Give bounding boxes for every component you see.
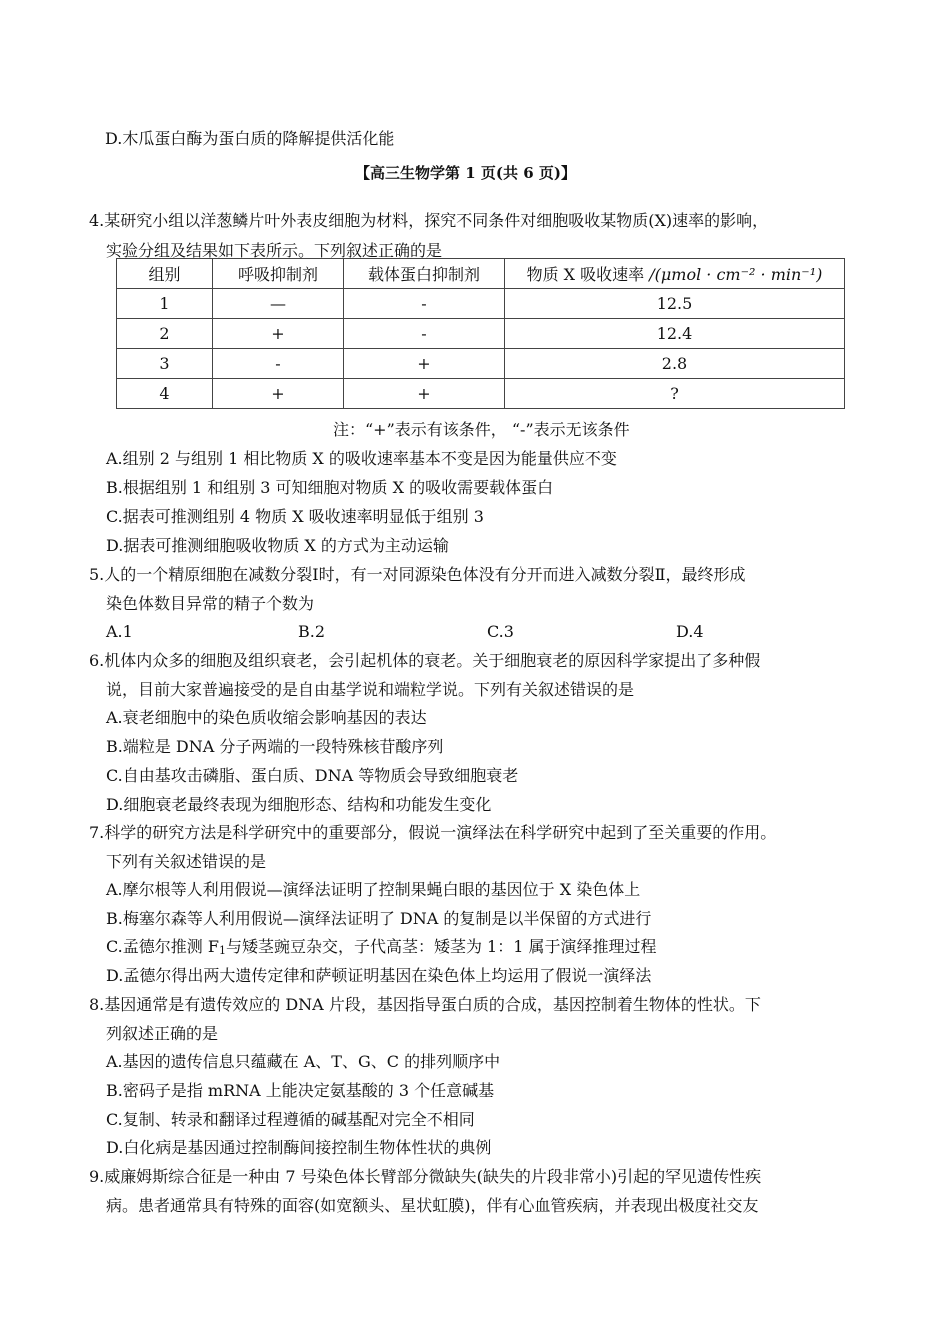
q6-option-b: B.端粒是 DNA 分子两端的一段特殊核苷酸序列 [106, 737, 444, 756]
header-carrier-inhibitor: 载体蛋白抑制剂 [344, 259, 505, 289]
header-respiration-inhibitor: 呼吸抑制剂 [213, 259, 344, 289]
q6-stem-line-2: 说，目前大家普遍接受的是自由基学说和端粒学说。下列有关叙述错误的是 [106, 680, 635, 699]
q8-stem-line-1: 8.基因通常是有遗传效应的 DNA 片段，基因指导蛋白质的合成，基因控制着生物体的性状。下 [89, 995, 761, 1014]
page-footer: 【高三生物学第 1 页(共 6 页)】 [355, 164, 576, 182]
q5-stem-line-2: 染色体数目异常的精子个数为 [106, 594, 315, 613]
q4-option-d: D.据表可推测细胞吸收物质 X 的方式为主动运输 [106, 536, 449, 555]
q8-stem-line-2: 列叙述正确的是 [106, 1024, 219, 1043]
cell-rate: 12.5 [505, 289, 845, 319]
q6-option-c: C.自由基攻击磷脂、蛋白质、DNA 等物质会导致细胞衰老 [106, 766, 519, 785]
cell-rate: 2.8 [505, 349, 845, 379]
cell-carrier: - [344, 319, 505, 349]
q7-option-c-rest: 与矮茎豌豆杂交，子代高茎：矮茎为 1：1 属于演绎推理过程 [225, 937, 657, 956]
header-rate-unit: /(μmol · cm⁻² · min⁻¹) [649, 265, 823, 284]
table-row [117, 379, 845, 409]
cell-carrier: - [344, 289, 505, 319]
cell-group: 1 [117, 289, 213, 319]
table-row [117, 319, 845, 349]
cell-group: 3 [117, 349, 213, 379]
cell-carrier: + [344, 349, 505, 379]
q7-option-d: D.孟德尔得出两大遗传定律和萨顿证明基因在染色体上均运用了假说一演绎法 [106, 966, 652, 985]
header-absorption-rate [505, 259, 845, 289]
cell-respiration: - [213, 349, 344, 379]
table-row [117, 289, 845, 319]
q8-option-d: D.白化病是基因通过控制酶间接控制生物体性状的典例 [106, 1138, 492, 1157]
q5-stem-line-1: 5.人的一个精原细胞在减数分裂Ⅰ时，有一对同源染色体没有分开而进入减数分裂Ⅱ，最终形成 [89, 565, 746, 584]
q4-data-table [116, 258, 845, 409]
q8-option-c: C.复制、转录和翻译过程遵循的碱基配对完全不相同 [106, 1110, 475, 1129]
q4-stem-line-1: 4.某研究小组以洋葱鳞片叶外表皮细胞为材料，探究不同条件对细胞吸收某物质(X)速率的影响， [89, 211, 769, 230]
cell-rate: ? [505, 379, 845, 409]
q5-option-c: C.3 [487, 622, 514, 641]
q8-option-b: B.密码子是指 mRNA 上能决定氨基酸的 3 个任意碱基 [106, 1081, 495, 1100]
q8-option-a: A.基因的遗传信息只蕴藏在 A、T、G、C 的排列顺序中 [106, 1052, 501, 1071]
q7-option-a: A.摩尔根等人利用假说—演绎法证明了控制果蝇白眼的基因位于 X 染色体上 [106, 880, 641, 899]
header-rate-label: 物质 X 吸收速率 [526, 265, 645, 284]
q7-option-c-start: C.孟德尔推测 F [106, 937, 219, 956]
q4-stem-line-2: 实验分组及结果如下表所示。下列叙述正确的是 [106, 241, 443, 260]
header-group: 组别 [117, 259, 213, 289]
q7-option-b: B.梅塞尔森等人利用假说—演绎法证明了 DNA 的复制是以半保留的方式进行 [106, 909, 652, 928]
q7-option-c-subscript: 1 [218, 944, 226, 957]
cell-group: 2 [117, 319, 213, 349]
cell-rate: 12.4 [505, 319, 845, 349]
q4-option-a: A.组别 2 与组别 1 相比物质 X 的吸收速率基本不变是因为能量供应不变 [106, 449, 617, 468]
cell-respiration: + [213, 319, 344, 349]
q7-stem-line-1: 7.科学的研究方法是科学研究中的重要部分，假说一演绎法在科学研究中起到了至关重要的作用。 [89, 823, 777, 842]
q9-stem-line-2: 病。患者通常具有特殊的面容(如宽额头、星状虹膜)，伴有心血管疾病，并表现出极度社交友 [106, 1196, 759, 1215]
cell-group: 4 [117, 379, 213, 409]
cell-respiration: — [213, 289, 344, 319]
cell-respiration: + [213, 379, 344, 409]
q5-option-b: B.2 [298, 622, 326, 641]
q6-option-d: D.细胞衰老最终表现为细胞形态、结构和功能发生变化 [106, 795, 492, 814]
q4-table-note: 注：“+”表示有该条件， “-”表示无该条件 [333, 420, 630, 439]
q5-option-d: D.4 [676, 622, 704, 641]
q9-stem-line-1: 9.威廉姆斯综合征是一种由 7 号染色体长臂部分微缺失(缺失的片段非常小)引起的罕见遗传性疾 [89, 1167, 762, 1186]
q6-stem-line-1: 6.机体内众多的细胞及组织衰老，会引起机体的衰老。关于细胞衰老的原因科学家提出了多种假 [89, 651, 761, 670]
q5-option-a: A.1 [106, 622, 133, 641]
q7-stem-line-2: 下列有关叙述错误的是 [106, 852, 267, 871]
table-header-row [117, 259, 845, 289]
previous-question-option-d: D.木瓜蛋白酶为蛋白质的降解提供活化能 [105, 129, 395, 148]
table-row [117, 349, 845, 379]
q7-option-c [106, 937, 657, 961]
q6-option-a: A.衰老细胞中的染色质收缩会影响基因的表达 [106, 708, 427, 727]
q4-option-b: B.根据组别 1 和组别 3 可知细胞对物质 X 的吸收需要载体蛋白 [106, 478, 554, 497]
cell-carrier: + [344, 379, 505, 409]
q4-option-c: C.据表可推测组别 4 物质 X 吸收速率明显低于组别 3 [106, 507, 484, 526]
